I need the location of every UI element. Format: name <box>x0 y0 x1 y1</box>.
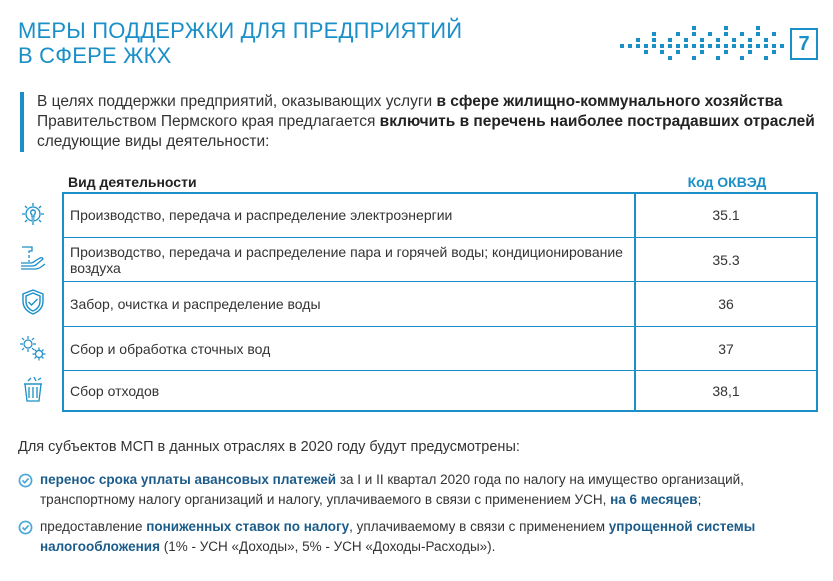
page-title <box>18 18 462 68</box>
decorative-dots-pattern <box>618 26 786 64</box>
table-row <box>64 281 816 326</box>
table-row <box>64 326 816 370</box>
activity-cell: Сбор и обработка сточных вод <box>64 327 636 370</box>
table-row <box>64 370 816 410</box>
gears-icon <box>18 333 48 363</box>
okved-code-cell: 36 <box>718 296 734 312</box>
list-item: перенос срока уплаты авансовых платежей за I и II квартал 2020 года по налогу на имущество организаций, транспортному налогу организаций и налогу, уплачиваемого в связи с применением УСН, на 6 месяцев; <box>18 470 818 510</box>
activity-cell: Сбор отходов <box>64 371 636 410</box>
activities-table <box>62 193 818 412</box>
okved-code-cell: 35.1 <box>712 207 740 223</box>
column-header-activity: Вид деятельности <box>68 174 197 190</box>
activity-cell: Забор, очистка и распределение воды <box>64 282 636 326</box>
shield-check-icon <box>18 287 48 317</box>
okved-code-cell: 37 <box>718 340 734 357</box>
table-row <box>64 237 816 281</box>
activity-cell: Производство, передача и распределение пара и горячей воды; кондиционирование воздуха <box>64 238 636 281</box>
table-row <box>64 193 816 237</box>
intro-paragraph: В целях поддержки предприятий, оказывающих услуги в сфере жилищно-коммунального хозяйства Правительством Пермского края предлагается включить в перечень наиболее пострадавших отраслей следующие виды деятельности: <box>20 92 820 152</box>
list-item: предоставление пониженных ставок по налогу, уплачиваемому в связи с применением упрощенной системы налогообложения (1% - УСН «Доходы», 5% - УСН «Доходы-Расходы»). <box>18 517 818 557</box>
trash-bin-icon <box>18 374 48 404</box>
title-line-2: В СФЕРЕ ЖКХ <box>18 43 172 68</box>
okved-code-cell: 38,1 <box>712 382 740 399</box>
check-circle-icon <box>18 473 33 488</box>
activity-cell: Производство, передача и распределение электроэнергии <box>64 193 636 237</box>
msp-intro-text: Для субъектов МСП в данных отраслях в 2020 году будут предусмотрены: <box>18 439 520 455</box>
okved-code-cell: 35.3 <box>712 251 740 268</box>
title-line-1: МЕРЫ ПОДДЕРЖКИ ДЛЯ ПРЕДПРИЯТИЙ <box>18 18 463 43</box>
hand-washing-icon <box>18 243 48 273</box>
column-header-okved-code: Код ОКВЭД <box>687 174 767 190</box>
check-circle-icon <box>18 520 33 535</box>
gear-lightbulb-icon <box>18 200 48 230</box>
page-number: 7 <box>790 28 818 60</box>
